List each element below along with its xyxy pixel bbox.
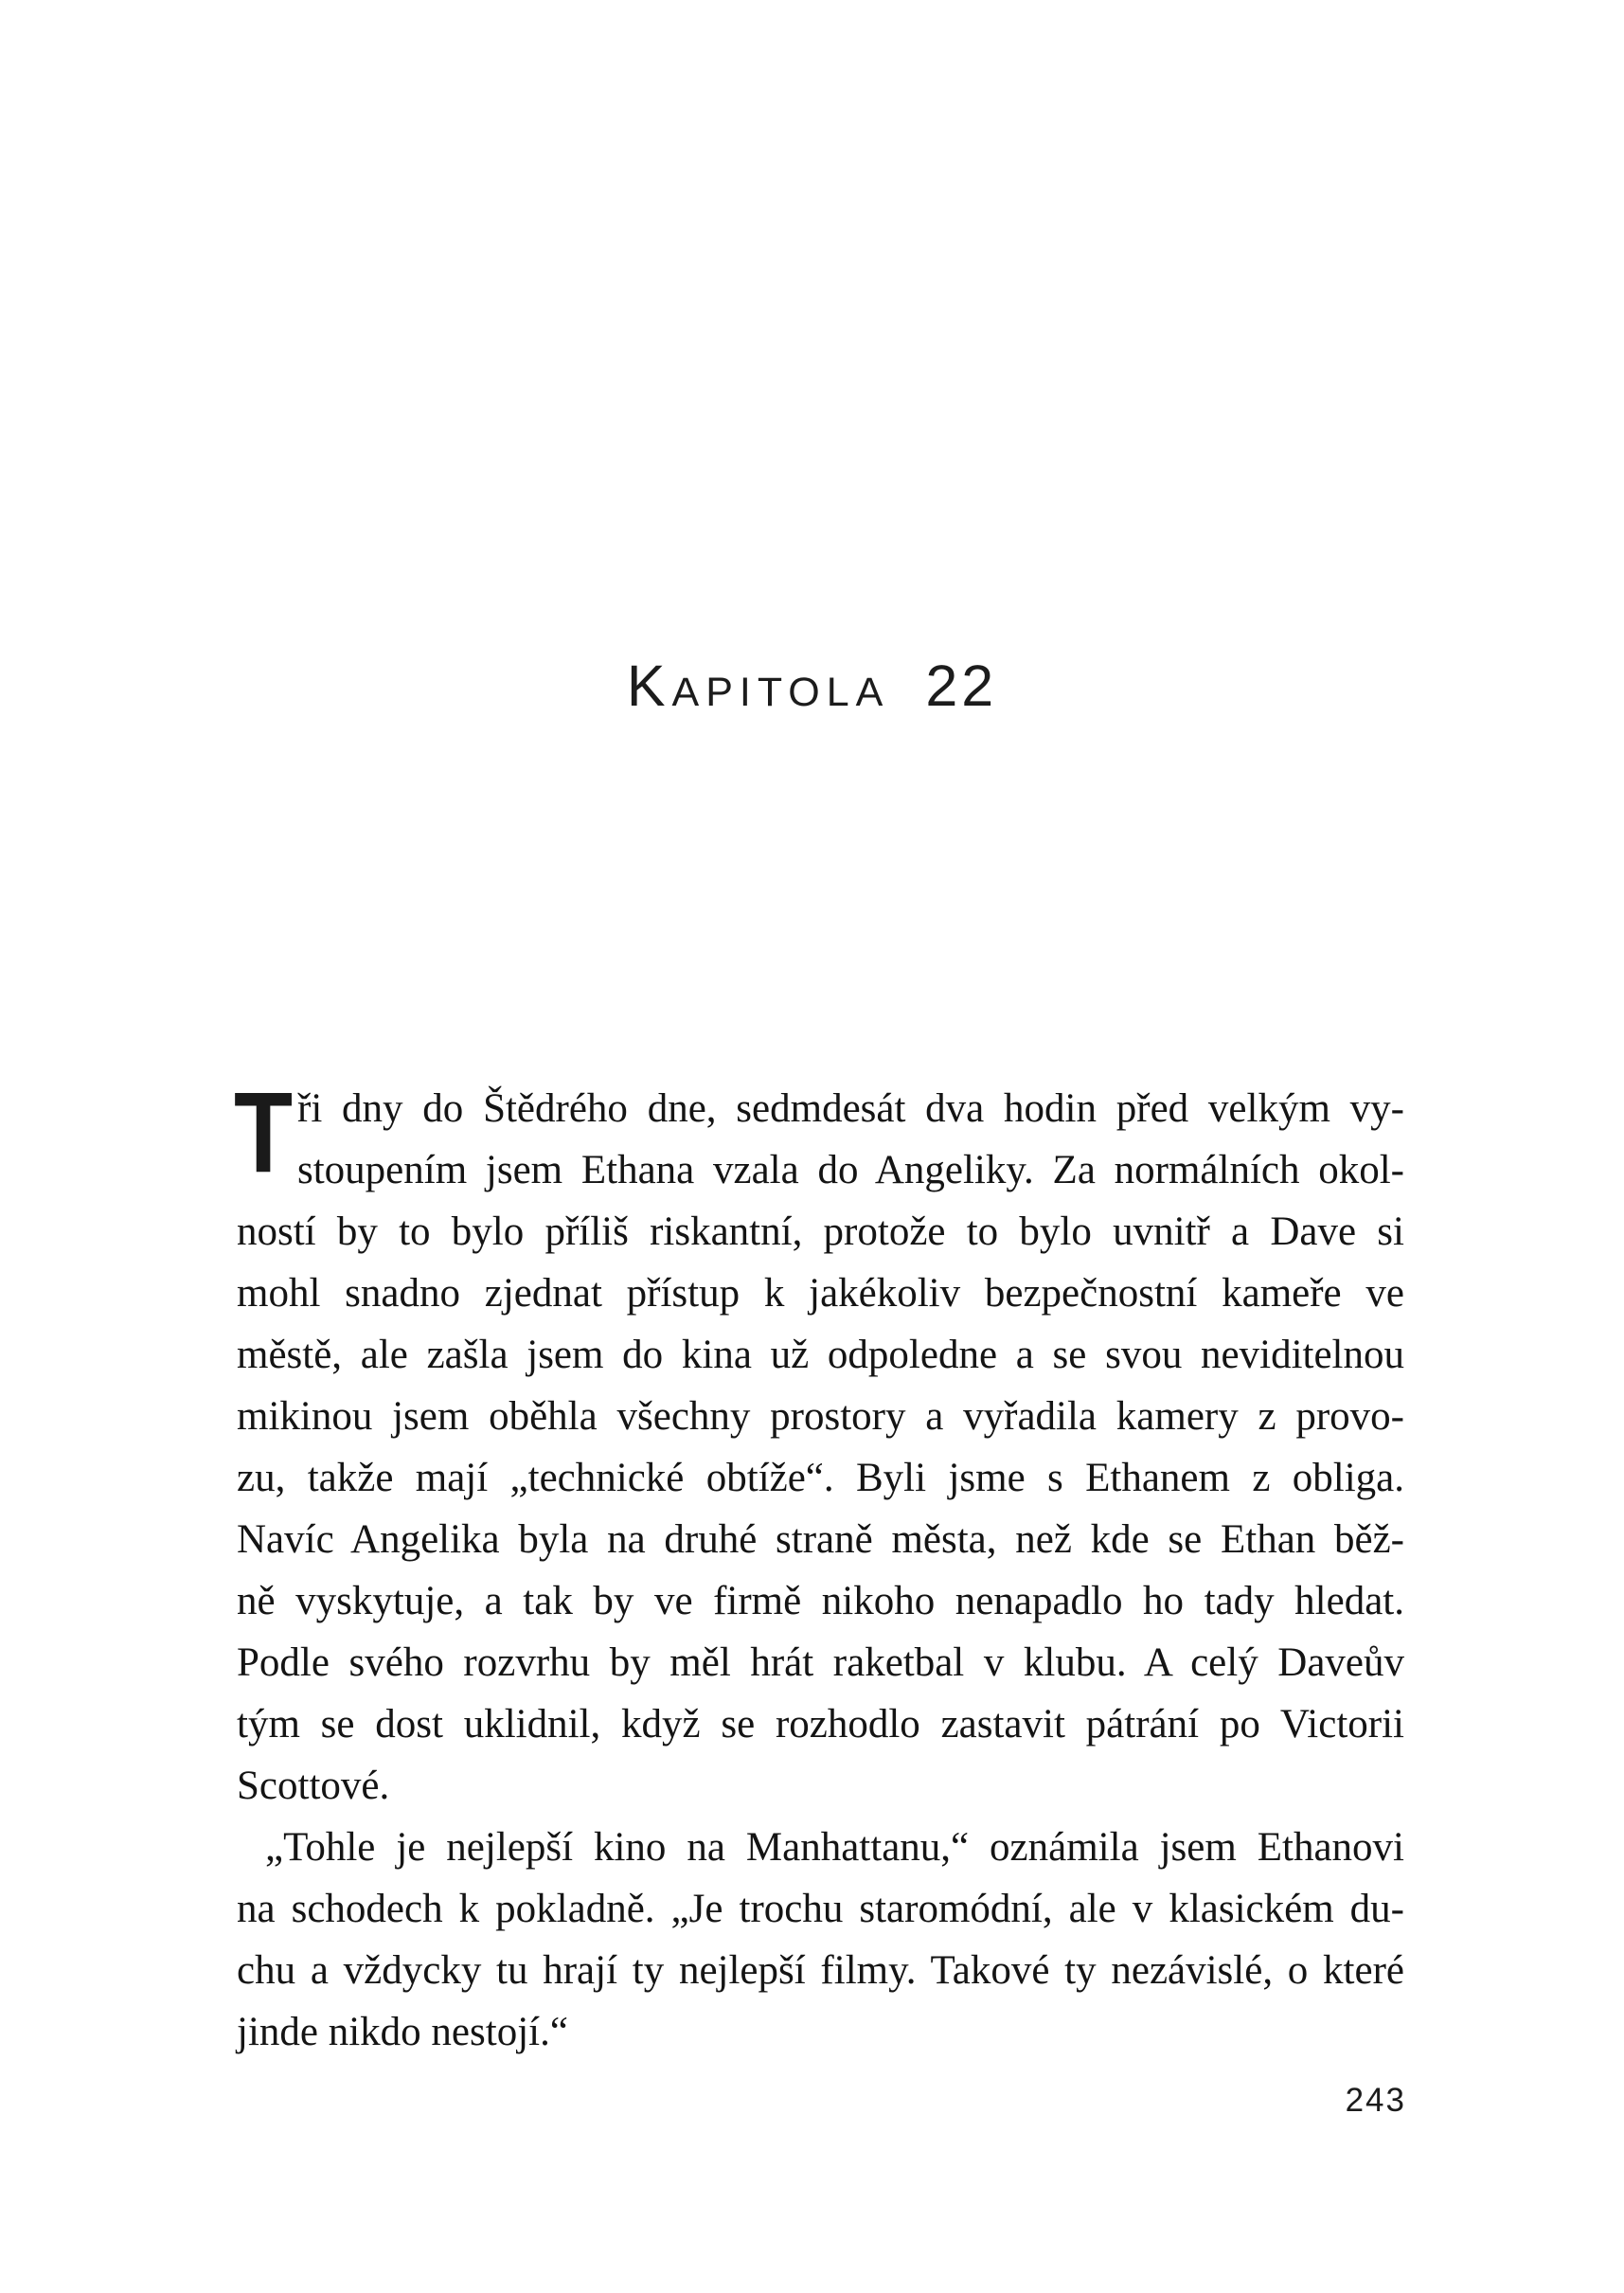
text-line-paragraph-end: Scottové. (237, 1764, 390, 1808)
page-number: 243 (1345, 2082, 1406, 2119)
text-line: zu, takže mají „technické obtíže“. Byli jsme s Ethanem z obliga. (237, 1456, 1404, 1500)
text-line: Navíc Angelika byla na druhé straně města, než kde se Ethan běž- (237, 1517, 1404, 1562)
chapter-heading-number: 22 (925, 654, 998, 718)
text-line-paragraph-start: „Tohle je nejlepší kino na Manhattanu,“ oznámila jsem Ethanovi (265, 1825, 1404, 1870)
text-line: stoupením jsem Ethana vzala do Angeliky. Za normálních okol- (297, 1148, 1404, 1192)
text-line: ři dny do Štědrého dne, sedmdesát dva hodin před velkým vy- (297, 1086, 1404, 1131)
text-line: ností by to bylo příliš riskantní, protože to bylo uvnitř a Dave si (237, 1209, 1404, 1254)
text-line-paragraph-end: jinde nikdo nestojí.“ (237, 2010, 568, 2054)
text-line: mohl snadno zjednat přístup k jakékoliv bezpečnostní kameře ve (237, 1271, 1404, 1316)
chapter-heading-word: Kapitola (626, 654, 890, 718)
drop-cap: T (234, 1067, 294, 1196)
chapter-heading (0, 654, 1624, 718)
body-text (237, 1078, 1404, 2063)
text-line: tým se dost uklidnil, když se rozhodlo zastavit pátrání po Victorii (237, 1702, 1404, 1747)
text-line: na schodech k pokladně. „Je trochu staromódní, ale v klasickém du- (237, 1887, 1404, 1931)
text-line: městě, ale zašla jsem do kina už odpoledne a se svou neviditelnou (237, 1333, 1404, 1377)
text-line: chu a vždycky tu hrají ty nejlepší filmy. Takové ty nezávislé, o které (237, 1948, 1404, 1993)
text-line: Podle svého rozvrhu by měl hrát raketbal v klubu. A celý Daveův (237, 1640, 1404, 1685)
text-line: ně vyskytuje, a tak by ve firmě nikoho nenapadlo ho tady hledat. (237, 1579, 1404, 1623)
text-line: mikinou jsem oběhla všechny prostory a vyřadila kamery z provo- (237, 1394, 1404, 1439)
